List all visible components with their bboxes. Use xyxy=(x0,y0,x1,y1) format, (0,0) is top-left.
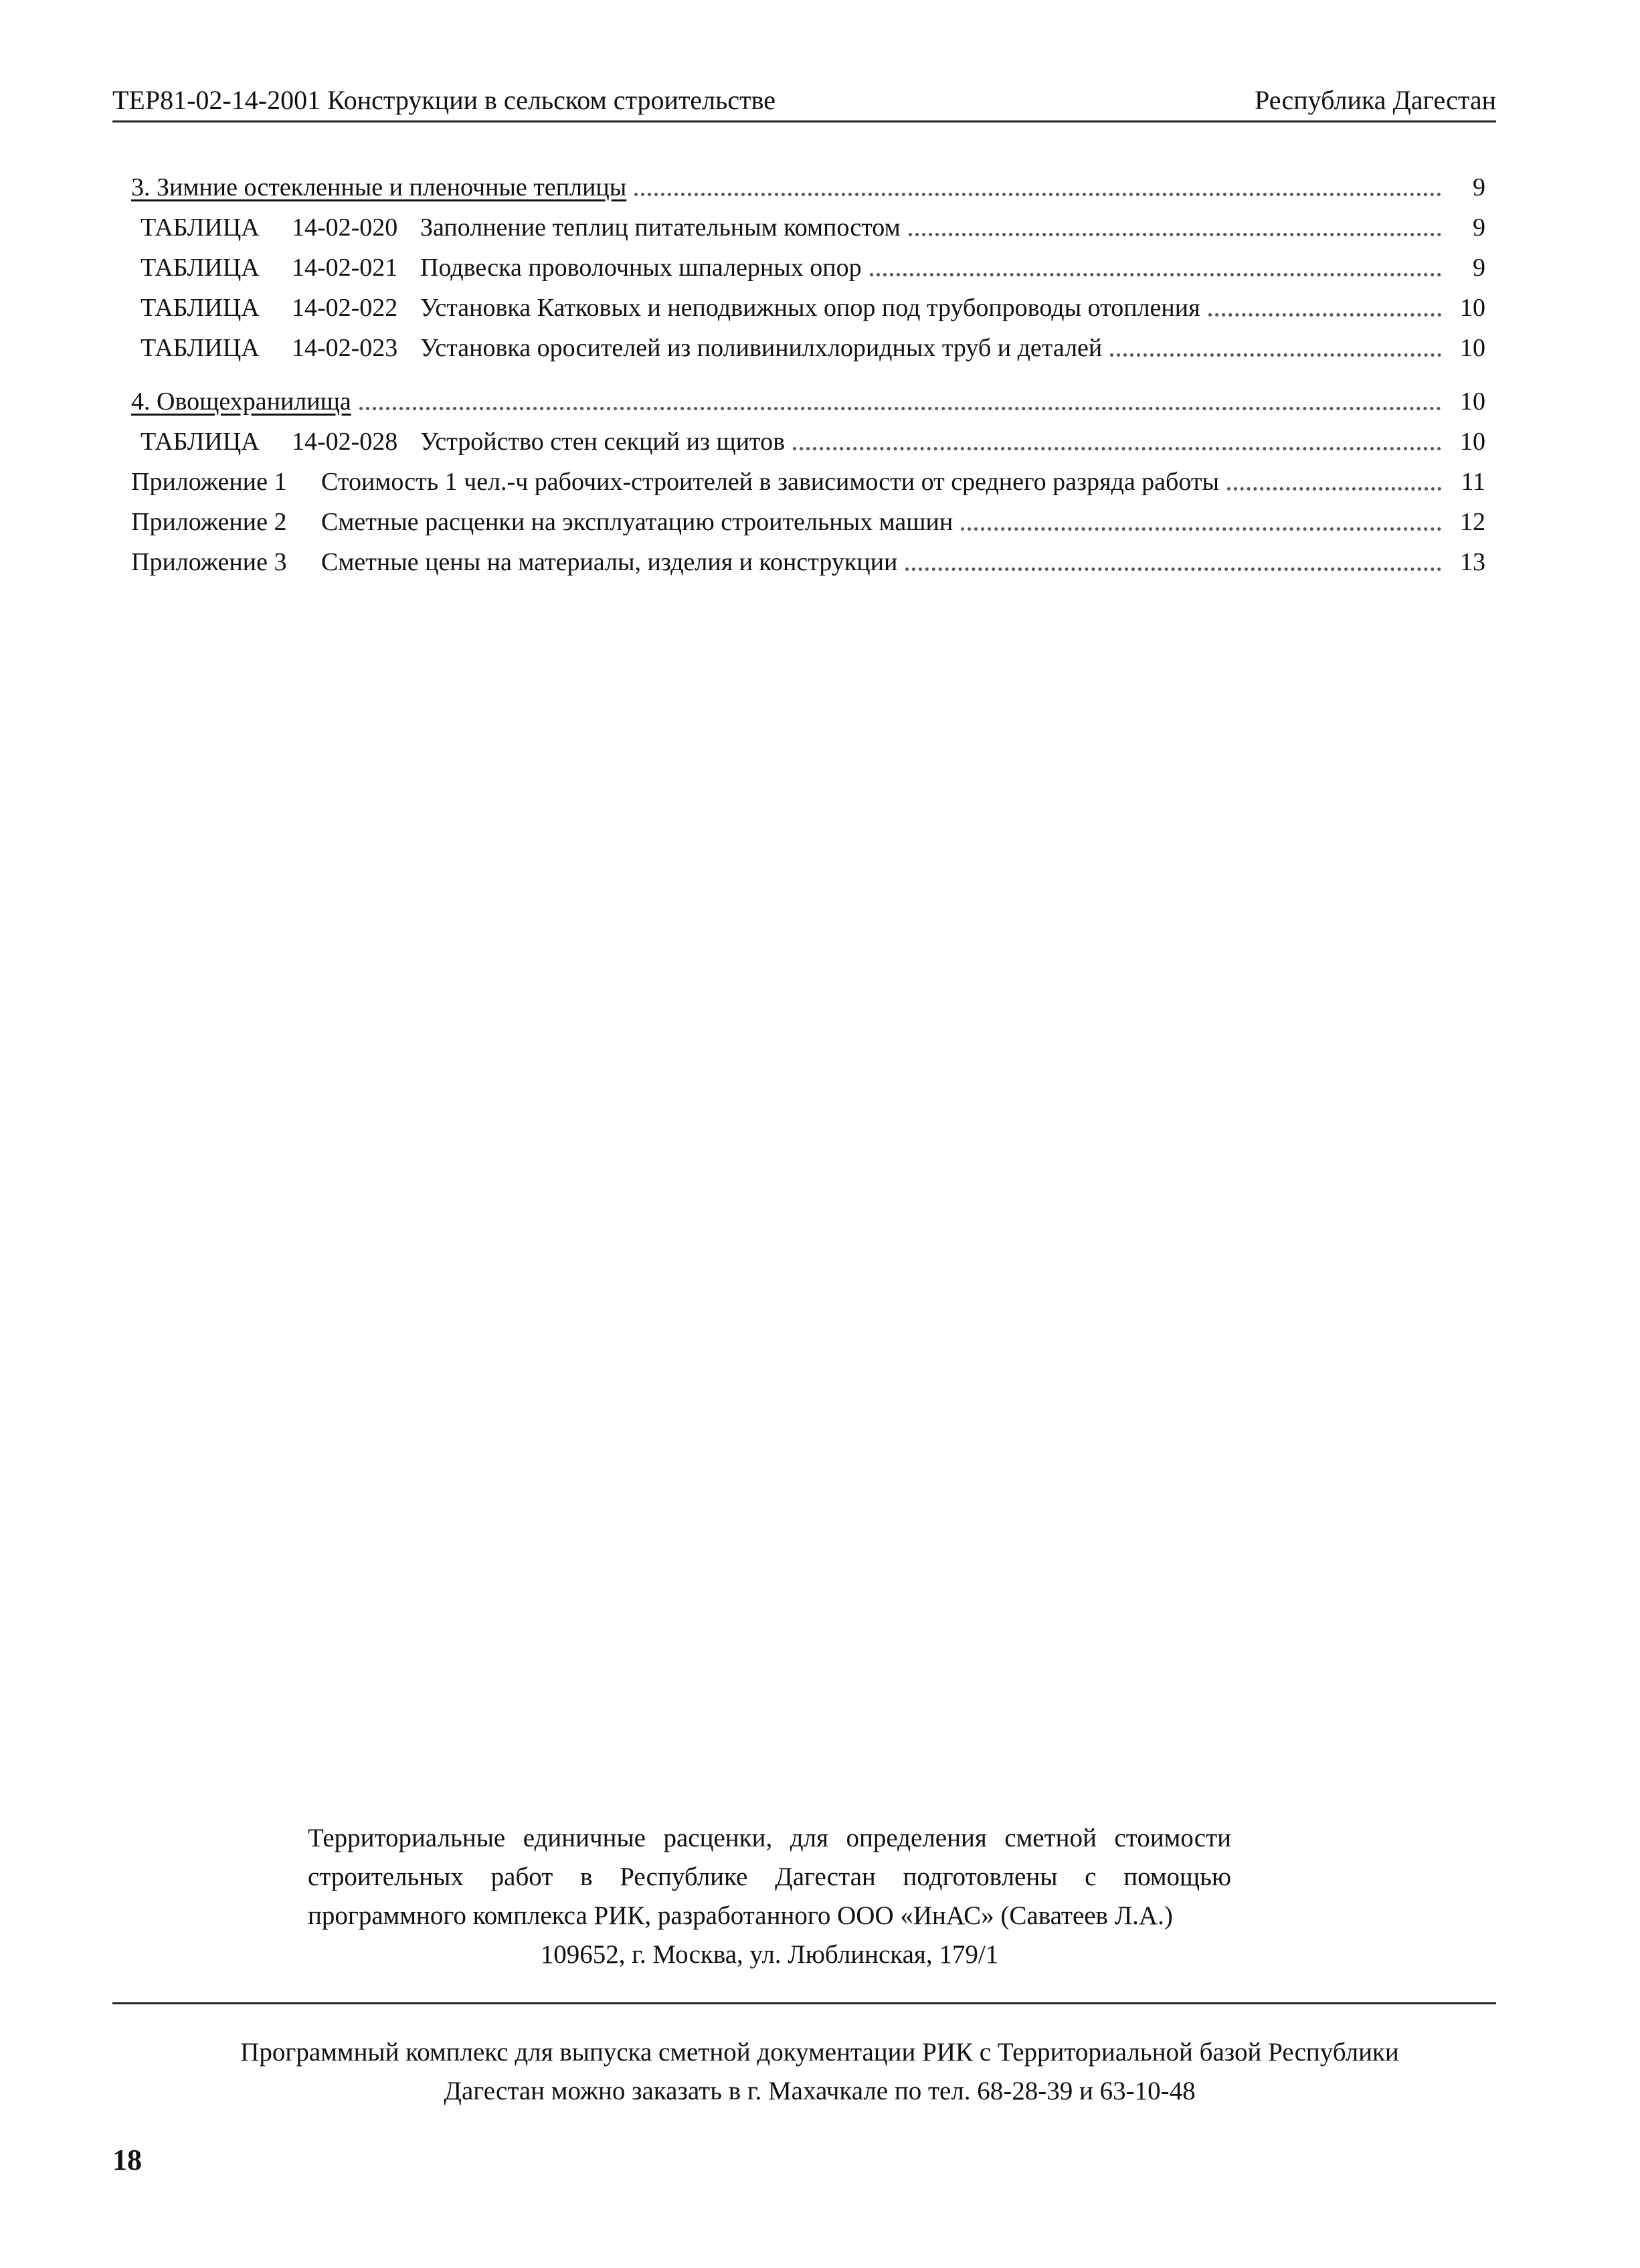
table-kind: ТАБЛИЦА xyxy=(141,213,260,242)
toc-appendix xyxy=(131,467,1485,506)
ordering-note: Программный комплекс для выпуска сметной документации РИК с Территориальной базой Республики Дагестан можно заказать в г. Махачкале по тел. 68-28-39 и 63-10-48 xyxy=(240,2038,1399,2105)
table-title: Устройство стен секций из щитов xyxy=(420,428,786,456)
header-region: Республика Дагестан xyxy=(1255,85,1496,115)
page-ref: 11 xyxy=(1461,468,1485,496)
appendix-title: Сметные расценки на эксплуатацию строительных машин xyxy=(321,508,953,536)
toc-row xyxy=(131,253,1485,292)
section-title: 3. Зимние остекленные и пленочные теплицы xyxy=(131,173,627,201)
dot-leader xyxy=(961,507,1441,531)
table-title: Установка Катковых и неподвижных опор под трубопроводы отопления xyxy=(420,294,1200,322)
table-title: Установка оросителей из поливинилхлоридных труб и деталей xyxy=(420,334,1103,362)
dot-leader xyxy=(870,253,1441,276)
toc-section-4 xyxy=(131,387,1485,426)
dot-leader xyxy=(1227,467,1441,491)
page-number: 18 xyxy=(112,2144,142,2176)
table-kind: ТАБЛИЦА xyxy=(141,254,260,282)
publisher-address: 109652, г. Москва, ул. Люблинская, 179/1 xyxy=(540,1940,999,1969)
table-kind: ТАБЛИЦА xyxy=(141,428,260,456)
dot-leader xyxy=(905,547,1441,571)
page-ref: 10 xyxy=(1460,387,1485,416)
dot-leader xyxy=(634,173,1441,196)
page-ref: 9 xyxy=(1473,173,1485,201)
footer-divider xyxy=(112,2002,1496,2004)
page-ref: 13 xyxy=(1460,548,1485,576)
table-kind: ТАБЛИЦА xyxy=(141,294,260,322)
dot-leader xyxy=(359,387,1441,410)
table-title: Заполнение теплиц питательным компостом xyxy=(420,213,901,242)
running-header xyxy=(112,79,1496,122)
page-ref: 10 xyxy=(1460,334,1485,362)
table-kind: ТАБЛИЦА xyxy=(141,334,260,362)
appendix-label: Приложение 1 xyxy=(131,468,287,496)
appendix-label: Приложение 2 xyxy=(131,508,287,536)
page-ref: 10 xyxy=(1460,294,1485,322)
toc-row xyxy=(131,427,1485,466)
table-title: Подвеска проволочных шпалерных опор xyxy=(420,254,862,282)
publisher-info xyxy=(308,1819,1231,1974)
dot-leader xyxy=(1208,293,1441,317)
toc-appendix xyxy=(131,507,1485,546)
page-ref: 9 xyxy=(1473,213,1485,242)
header-document-title: ТЕР81-02-14-2001 Конструкции в сельском строительстве xyxy=(112,85,776,115)
dot-leader xyxy=(909,213,1441,236)
table-code: 14-02-028 xyxy=(292,428,398,456)
table-code: 14-02-021 xyxy=(292,254,398,282)
toc-section-3 xyxy=(131,173,1485,211)
page-ref: 9 xyxy=(1473,254,1485,282)
publisher-paragraph: Территориальные единичные расценки, для определения сметной стоимости строительных работ в Республике Дагестан подготовлены с помощью программного комплекса РИК, разработанного ООО «ИнАС» (Саватеев Л.А.) xyxy=(308,1824,1231,1930)
appendix-title: Стоимость 1 чел.-ч рабочих-строителей в зависимости от среднего разряда работы xyxy=(321,468,1220,496)
dot-leader xyxy=(793,427,1441,450)
page-ref: 10 xyxy=(1460,428,1485,456)
toc-row xyxy=(131,333,1485,372)
table-code: 14-02-022 xyxy=(292,294,398,322)
section-title: 4. Овощехранилища xyxy=(131,387,351,416)
toc-appendix xyxy=(131,547,1485,586)
table-code: 14-02-023 xyxy=(292,334,398,362)
dot-leader xyxy=(1110,333,1441,357)
appendix-label: Приложение 3 xyxy=(131,548,287,576)
table-code: 14-02-020 xyxy=(292,213,398,242)
page-ref: 12 xyxy=(1460,508,1485,536)
appendix-title: Сметные цены на материалы, изделия и конструкции xyxy=(321,548,898,576)
toc-row xyxy=(131,213,1485,252)
toc-row xyxy=(131,293,1485,332)
